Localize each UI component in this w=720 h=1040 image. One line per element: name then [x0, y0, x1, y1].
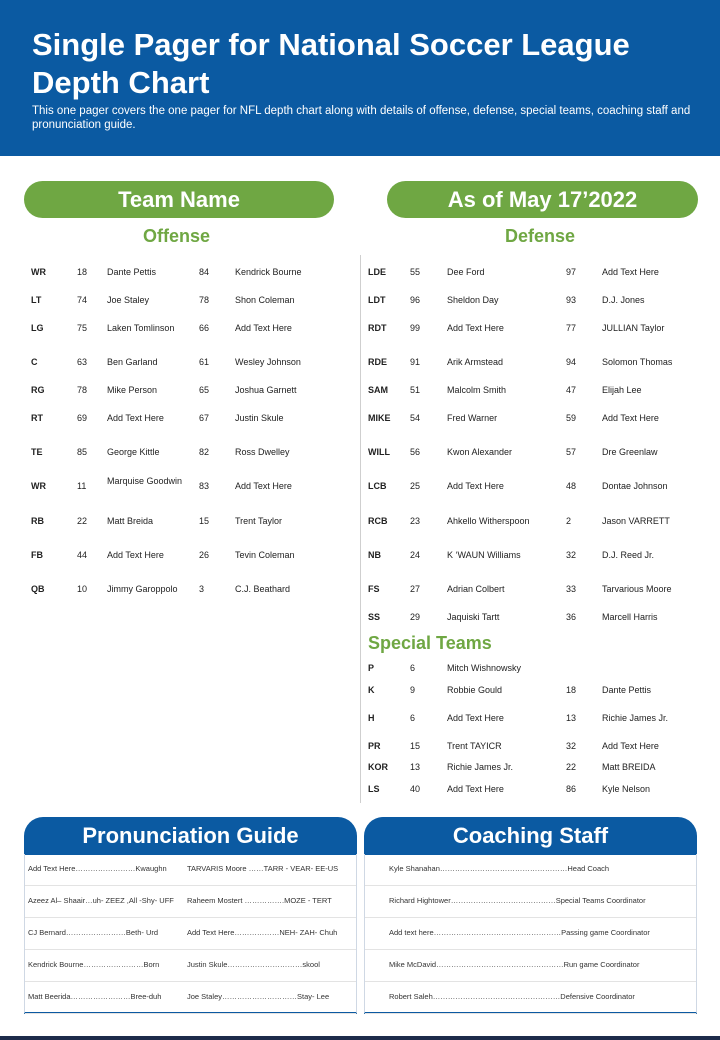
player-name: Dante Pettis	[602, 685, 652, 695]
defense-heading: Defense	[505, 226, 576, 246]
pronunciation-entry: Azeez Al– Shaair…uh- ZEEZ ,All -Shy- UFF	[28, 896, 174, 905]
jersey-number: 13	[410, 762, 421, 772]
position-label: WR	[31, 267, 46, 277]
jersey-number: 47	[566, 385, 577, 395]
player-name: Add Text Here	[107, 550, 164, 560]
pronunciation-entry: Add Text Here………………NEH- ZAH- Chuh	[187, 928, 338, 937]
position-label: K	[368, 685, 375, 695]
player-name: Richie James Jr.	[447, 762, 514, 772]
player-name: Add Text Here	[447, 713, 504, 723]
position-label: FS	[368, 584, 380, 594]
jersey-number: 91	[410, 357, 421, 367]
position-label: WR	[31, 481, 46, 491]
pronunciation-entry: CJ Bernard……………………Beth- Urd	[28, 928, 159, 937]
jersey-number: 75	[77, 323, 88, 333]
player-name: D.J. Reed Jr.	[602, 550, 655, 560]
list-item	[25, 886, 356, 918]
page-title: Single Pager for National Soccer League Depth Chart	[32, 27, 630, 100]
jersey-number: 54	[410, 413, 421, 423]
player-name: Tarvarious Moore	[602, 584, 672, 594]
position-label: PR	[368, 741, 381, 751]
jersey-number: 32	[566, 741, 577, 751]
jersey-number: 94	[566, 357, 577, 367]
position-label: LS	[368, 784, 380, 794]
position-label: RDT	[368, 323, 387, 333]
player-name: JULLIAN Taylor	[602, 323, 665, 333]
player-name: Shon Coleman	[235, 295, 295, 305]
player-name: Elijah Lee	[602, 385, 642, 395]
jersey-number: 29	[410, 612, 421, 622]
jersey-number: 2	[566, 516, 572, 526]
list-item	[365, 918, 696, 950]
jersey-number: 69	[77, 413, 88, 423]
position-label: C	[31, 357, 38, 367]
pronunciation-entry: Joe Staley…………………………Stay- Lee	[187, 992, 330, 1001]
player-name: Mitch Wishnowsky	[447, 663, 522, 673]
pronunciation-entry: Raheem Mostert …………….MOZE - TERT	[187, 896, 332, 905]
jersey-number: 61	[199, 357, 210, 367]
jersey-number: 3	[199, 584, 205, 594]
coaching-panel	[364, 854, 697, 1014]
position-label: NB	[368, 550, 381, 560]
player-name: Arik Armstead	[447, 357, 504, 367]
jersey-number: 96	[410, 295, 421, 305]
player-name: Dre Greenlaw	[602, 447, 658, 457]
list-item	[25, 854, 356, 886]
player-name: K ‘WAUN Williams	[447, 550, 521, 560]
player-name: Jimmy Garoppolo	[107, 584, 178, 594]
player-name: Richie James Jr.	[602, 713, 669, 723]
pronunciation-entry: Matt Beerida……………………Bree-duh	[28, 992, 162, 1001]
position-label: LCB	[368, 481, 387, 491]
player-name: Jason VARRETT	[602, 516, 670, 526]
jersey-number: 85	[77, 447, 88, 457]
player-name: Trent Taylor	[235, 516, 283, 526]
player-name: Kyle Nelson	[602, 784, 651, 794]
position-label: RB	[31, 516, 44, 526]
player-name: Dante Pettis	[107, 267, 157, 277]
jersey-number: 33	[566, 584, 577, 594]
position-label: KOR	[368, 762, 388, 772]
footer-line	[0, 1036, 720, 1040]
jersey-number: 99	[410, 323, 421, 333]
position-label: RT	[31, 413, 43, 423]
jersey-number: 18	[566, 685, 577, 695]
jersey-number: 6	[410, 713, 416, 723]
player-name: Add Text Here	[602, 267, 659, 277]
player-name: Marquise Goodwin	[107, 476, 183, 486]
position-label: RCB	[368, 516, 388, 526]
player-name: Mike Person	[107, 385, 158, 395]
header-banner	[0, 0, 720, 156]
player-name: Wesley Johnson	[235, 357, 301, 367]
player-name: Add Text Here	[107, 413, 164, 423]
position-label: RDE	[368, 357, 388, 367]
jersey-number: 25	[410, 481, 421, 491]
player-name: Dee Ford	[447, 267, 485, 277]
player-name: Adrian Colbert	[447, 584, 505, 594]
jersey-number: 18	[77, 267, 88, 277]
jersey-number: 15	[410, 741, 421, 751]
player-name: Ross Dwelley	[235, 447, 290, 457]
player-name: Jaquiski Tartt	[447, 612, 500, 622]
position-label: RG	[31, 385, 45, 395]
jersey-number: 86	[566, 784, 577, 794]
player-name: Malcolm Smith	[447, 385, 507, 395]
jersey-number: 36	[566, 612, 577, 622]
jersey-number: 63	[77, 357, 88, 367]
position-label: LT	[31, 295, 42, 305]
player-name: D.J. Jones	[602, 295, 645, 305]
player-name: Sheldon Day	[447, 295, 499, 305]
coach-entry: Richard Hightower……………………………………Special Teams Coordinator	[389, 896, 646, 905]
jersey-number: 77	[566, 323, 577, 333]
list-item	[365, 886, 696, 918]
position-label: H	[368, 713, 375, 723]
list-item	[365, 982, 696, 1014]
jersey-number: 22	[566, 762, 577, 772]
list-item	[25, 918, 356, 950]
player-name: Dontae Johnson	[602, 481, 668, 491]
player-name: Add Text Here	[447, 481, 504, 491]
player-name: Add Text Here	[602, 741, 659, 751]
pronunciation-entry: Justin Skule…………………………skool	[187, 960, 320, 969]
jersey-number: 55	[410, 267, 421, 277]
player-name: Joe Staley	[107, 295, 150, 305]
pronunciation-entry: Kendrick Bourne……………………Born	[28, 960, 160, 969]
jersey-number: 51	[410, 385, 421, 395]
player-name: Joshua Garnett	[235, 385, 297, 395]
jersey-number: 11	[77, 481, 87, 491]
offense-heading: Offense	[143, 226, 211, 246]
player-name: Add Text Here	[235, 323, 292, 333]
list-item	[25, 982, 356, 1014]
jersey-number: 65	[199, 385, 210, 395]
jersey-number: 84	[199, 267, 210, 277]
list-item	[365, 854, 696, 886]
page-subtitle: This one pager covers the one pager for NFL depth chart along with details of offense, defense, special teams, coaching staff and pronunciation guide.	[32, 105, 691, 131]
pronunciation-guide-header: Pronunciation Guide	[24, 817, 357, 855]
position-label: FB	[31, 550, 43, 560]
column-divider	[360, 255, 361, 803]
date-pill: As of May 17’2022	[387, 181, 698, 218]
jersey-number: 97	[566, 267, 577, 277]
jersey-number: 10	[77, 584, 88, 594]
jersey-number: 59	[566, 413, 577, 423]
player-name: Add Text Here	[447, 784, 504, 794]
pronunciation-entry: Add Text Here……………………Kwaughn	[28, 864, 167, 873]
coaching-staff-header: Coaching Staff	[364, 817, 697, 855]
player-name: Kendrick Bourne	[235, 267, 302, 277]
position-label: SAM	[368, 385, 388, 395]
jersey-number: 13	[566, 713, 577, 723]
jersey-number: 57	[566, 447, 577, 457]
player-name: Matt Breida	[107, 516, 154, 526]
player-name: Add Text Here	[602, 413, 659, 423]
player-name: Justin Skule	[235, 413, 284, 423]
position-label: LDE	[368, 267, 386, 277]
position-label: QB	[31, 584, 45, 594]
pronunciation-entry: TARVARIS Moore ……TARR - VEAR- EE-US	[187, 864, 339, 873]
player-name: George Kittle	[107, 447, 160, 457]
player-name: Add Text Here	[447, 323, 504, 333]
player-name: Robbie Gould	[447, 685, 503, 695]
jersey-number: 22	[77, 516, 88, 526]
player-name: Ben Garland	[107, 357, 158, 367]
jersey-number: 67	[199, 413, 210, 423]
position-label: TE	[31, 447, 43, 457]
jersey-number: 23	[410, 516, 421, 526]
player-name: Add Text Here	[235, 481, 292, 491]
jersey-number: 56	[410, 447, 421, 457]
jersey-number: 74	[77, 295, 88, 305]
jersey-number: 24	[410, 550, 421, 560]
position-label: WILL	[368, 447, 390, 457]
player-name: Marcell Harris	[602, 612, 658, 622]
player-name: Matt BREIDA	[602, 762, 656, 772]
jersey-number: 44	[77, 550, 88, 560]
team-name-pill: Team Name	[24, 181, 334, 218]
coach-entry: Kyle Shanahan……………………………………………Head Coach	[389, 864, 610, 873]
jersey-number: 26	[199, 550, 210, 560]
list-item	[365, 950, 696, 982]
pronunciation-panel	[24, 854, 357, 1014]
coach-entry: Robert Saleh……………………………………………Defensive Coordinator	[389, 992, 635, 1001]
position-label: MIKE	[368, 413, 391, 423]
jersey-number: 9	[410, 685, 416, 695]
special-teams-heading: Special Teams	[368, 633, 492, 653]
position-label: LDT	[368, 295, 386, 305]
position-label: P	[368, 663, 375, 673]
jersey-number: 32	[566, 550, 577, 560]
player-name: Kwon Alexander	[447, 447, 513, 457]
jersey-number: 40	[410, 784, 421, 794]
jersey-number: 82	[199, 447, 210, 457]
player-name: C.J. Beathard	[235, 584, 291, 594]
player-name: Laken Tomlinson	[107, 323, 175, 333]
jersey-number: 78	[77, 385, 88, 395]
list-item	[25, 950, 356, 982]
player-name: Tevin Coleman	[235, 550, 295, 560]
jersey-number: 93	[566, 295, 577, 305]
player-name: Solomon Thomas	[602, 357, 673, 367]
position-label: SS	[368, 612, 381, 622]
coach-entry: Add text here……………………………………………Passing game Coordinator	[389, 928, 650, 937]
position-label: LG	[31, 323, 44, 333]
jersey-number: 48	[566, 481, 577, 491]
jersey-number: 78	[199, 295, 210, 305]
jersey-number: 83	[199, 481, 210, 491]
player-name: Ahkello Witherspoon	[447, 516, 530, 526]
jersey-number: 6	[410, 663, 416, 673]
jersey-number: 27	[410, 584, 421, 594]
player-name: Trent TAYICR	[447, 741, 502, 751]
coach-entry: Mike McDavid……………………………………………Run game Coordinator	[389, 960, 640, 969]
player-name: Fred Warner	[447, 413, 498, 423]
jersey-number: 66	[199, 323, 210, 333]
jersey-number: 15	[199, 516, 210, 526]
